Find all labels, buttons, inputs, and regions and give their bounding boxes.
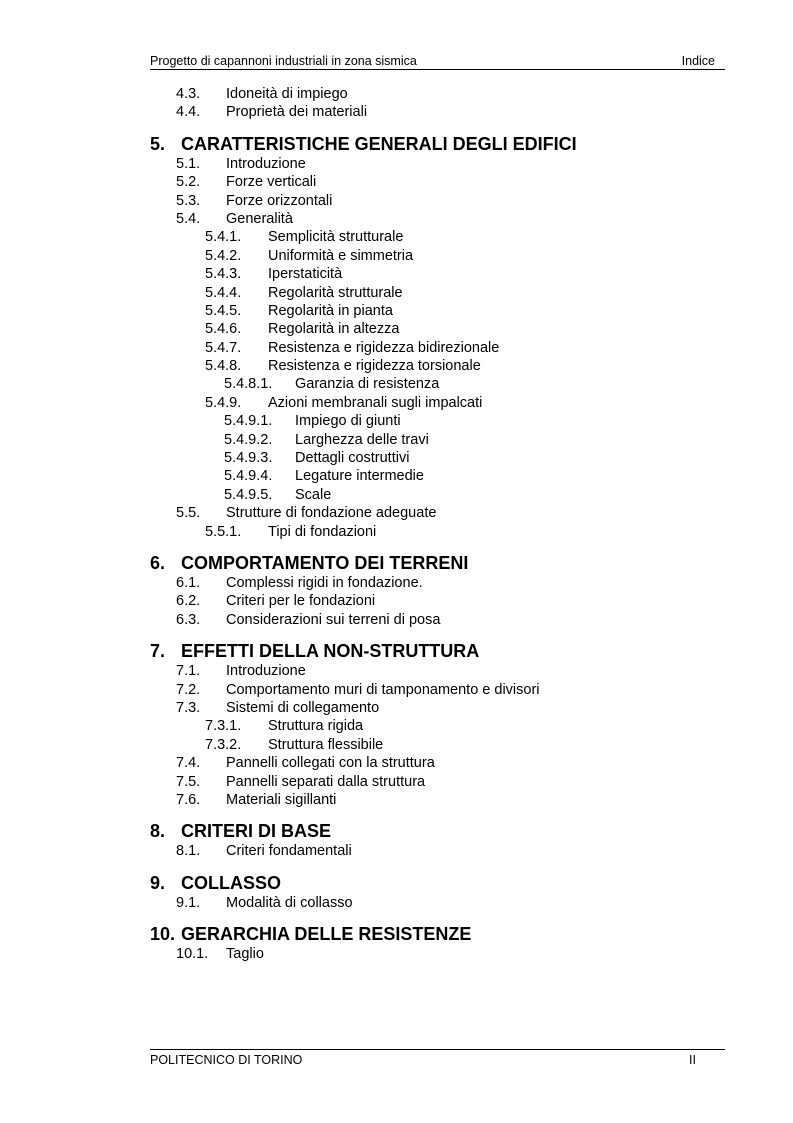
toc-number: 6.	[150, 552, 166, 573]
page-footer	[150, 1049, 725, 1068]
toc-number: 5.	[150, 133, 166, 154]
toc-title: Forze orizzontali	[226, 192, 333, 209]
toc-title: Sistemi di collegamento	[226, 699, 380, 716]
toc-entry	[150, 228, 725, 246]
toc-number: 5.2.	[176, 174, 201, 191]
toc-entry	[150, 754, 725, 772]
toc-title: Regolarità in pianta	[268, 302, 393, 319]
toc-title: Considerazioni sui terreni di posa	[226, 611, 441, 628]
toc-title: Tipi di fondazioni	[268, 523, 377, 540]
toc-entry	[150, 486, 725, 504]
toc-entry	[150, 449, 725, 467]
toc-number: 7.4.	[176, 755, 201, 772]
page-number: II	[689, 1053, 696, 1067]
toc-title: Pannelli collegati con la struttura	[226, 755, 435, 772]
toc-entry	[150, 611, 725, 629]
toc-title: Criteri fondamentali	[226, 843, 352, 860]
toc-number: 7.1.	[176, 663, 201, 680]
toc-number: 7.3.	[176, 699, 201, 716]
toc-entry	[150, 431, 725, 449]
toc-title: Introduzione	[226, 663, 306, 680]
toc-title: Taglio	[226, 946, 264, 963]
toc-number: 7.2.	[176, 681, 201, 698]
toc-entry	[150, 467, 725, 485]
toc-number: 5.4.8.1.	[224, 376, 273, 393]
toc-number: 5.4.2.	[205, 247, 242, 264]
toc-entry	[150, 681, 725, 699]
toc-title: Impiego di giunti	[295, 413, 401, 430]
toc-number: 5.5.	[176, 505, 201, 522]
toc-number: 5.4.3.	[205, 266, 242, 283]
toc-number: 5.4.1.	[205, 229, 242, 246]
toc-number: 6.3.	[176, 611, 201, 628]
toc-number: 5.4.7.	[205, 339, 242, 356]
toc-entry	[150, 791, 725, 809]
toc-entry	[150, 284, 725, 302]
toc-title: GERARCHIA DELLE RESISTENZE	[181, 924, 472, 945]
page-header	[150, 53, 725, 70]
toc-number: 5.5.1.	[205, 523, 242, 540]
toc-chapter-heading	[150, 872, 725, 894]
toc-title: Strutture di fondazione adeguate	[226, 505, 437, 522]
toc-title: Criteri per le fondazioni	[226, 593, 376, 610]
toc-number: 5.1.	[176, 155, 201, 172]
toc-number: 5.4.9.	[205, 394, 242, 411]
toc-title: Regolarità in altezza	[268, 321, 400, 338]
toc-entry	[150, 574, 725, 592]
toc-title: Larghezza delle travi	[295, 431, 429, 448]
toc-title: Forze verticali	[226, 174, 317, 191]
toc-title: Uniformità e simmetria	[268, 247, 414, 264]
toc-number: 9.1.	[176, 894, 201, 911]
toc-entry	[150, 394, 725, 412]
toc-entry	[150, 592, 725, 610]
toc-entry	[150, 103, 725, 121]
toc-title: Complessi rigidi in fondazione.	[226, 574, 423, 591]
toc-entry	[150, 662, 725, 680]
toc-number: 7.	[150, 641, 166, 662]
toc-entry	[150, 699, 725, 717]
toc-number: 5.4.6.	[205, 321, 242, 338]
toc-title: Pannelli separati dalla struttura	[226, 773, 426, 790]
toc-number: 7.6.	[176, 791, 201, 808]
toc-title: EFFETTI DELLA NON-STRUTTURA	[181, 641, 480, 662]
toc-number: 4.4.	[176, 104, 201, 121]
toc-entry	[150, 320, 725, 338]
toc-number: 8.1.	[176, 843, 201, 860]
toc-entry	[150, 375, 725, 393]
toc-number: 5.4.4.	[205, 284, 242, 301]
toc-title: Struttura flessibile	[268, 736, 384, 753]
toc-number: 5.4.9.2.	[224, 431, 273, 448]
toc-title: COLLASSO	[181, 872, 282, 893]
toc-title: Modalità di collasso	[226, 894, 353, 911]
section-label: Indice	[681, 54, 715, 68]
toc-title: Struttura rigida	[268, 718, 364, 735]
toc-title: Materiali sigillanti	[226, 791, 337, 808]
toc-title: Introduzione	[226, 155, 306, 172]
toc-entry	[150, 945, 725, 963]
toc-chapter-heading	[150, 923, 725, 945]
toc-title: Resistenza e rigidezza bidirezionale	[268, 339, 500, 356]
toc-entry	[150, 247, 725, 265]
toc-number: 5.4.5.	[205, 302, 242, 319]
toc-entry	[150, 155, 725, 173]
toc-entry	[150, 265, 725, 283]
toc-number: 5.4.9.4.	[224, 468, 273, 485]
toc-number: 8.	[150, 821, 166, 842]
toc-number: 5.4.9.3.	[224, 450, 273, 467]
toc-entry	[150, 357, 725, 375]
toc-entry	[150, 894, 725, 912]
toc-title: CARATTERISTICHE GENERALI DEGLI EDIFICI	[181, 133, 577, 154]
toc-title: Semplicità strutturale	[268, 229, 404, 246]
toc-title: Iperstaticità	[268, 266, 343, 283]
toc-chapter-heading	[150, 640, 725, 662]
toc-chapter-heading	[150, 133, 725, 155]
toc-title: Resistenza e rigidezza torsionale	[268, 358, 481, 375]
toc-number: 5.3.	[176, 192, 201, 209]
toc-number: 7.5.	[176, 773, 201, 790]
document-title: Progetto di capannoni industriali in zona sismica	[150, 54, 417, 68]
toc-title: Generalità	[226, 210, 293, 227]
toc-entry	[150, 85, 725, 103]
toc-title: CRITERI DI BASE	[181, 821, 332, 842]
toc-entry	[150, 192, 725, 210]
toc-entry	[150, 210, 725, 228]
toc-number: 5.4.9.5.	[224, 486, 273, 503]
toc-title: Legature intermedie	[295, 468, 424, 485]
toc-number: 5.4.8.	[205, 358, 242, 375]
toc-title: Idoneità di impiego	[226, 86, 348, 102]
toc-title: Dettagli costruttivi	[295, 450, 410, 467]
toc-number: 5.4.	[176, 210, 201, 227]
toc-entry	[150, 302, 725, 320]
toc-title: Garanzia di resistenza	[295, 376, 440, 393]
toc-entry	[150, 339, 725, 357]
toc-number: 5.4.9.1.	[224, 413, 273, 430]
toc-number: 10.	[150, 924, 176, 945]
toc-number: 6.1.	[176, 574, 201, 591]
toc-entry	[150, 173, 725, 191]
toc-title: Scale	[295, 486, 332, 503]
institution-name: POLITECNICO DI TORINO	[150, 1053, 303, 1067]
toc-title: Comportamento muri di tamponamento e divisori	[226, 681, 540, 698]
toc-number: 7.3.2.	[205, 736, 242, 753]
toc-entry	[150, 773, 725, 791]
toc-number: 9.	[150, 872, 166, 893]
toc-entry	[150, 412, 725, 430]
toc-entry	[150, 736, 725, 754]
toc-number: 10.1.	[176, 946, 209, 963]
toc-entry	[150, 504, 725, 522]
toc-chapter-heading	[150, 820, 725, 842]
toc-entry	[150, 842, 725, 860]
toc-entry	[150, 717, 725, 735]
toc-number: 6.2.	[176, 593, 201, 610]
table-of-contents	[150, 85, 725, 963]
toc-title: Proprietà dei materiali	[226, 104, 368, 121]
toc-title: Azioni membranali sugli impalcati	[268, 394, 483, 411]
toc-title: COMPORTAMENTO DEI TERRENI	[181, 552, 469, 573]
toc-number: 4.3.	[176, 86, 201, 102]
toc-title: Regolarità strutturale	[268, 284, 403, 301]
toc-chapter-heading	[150, 552, 725, 574]
toc-entry	[150, 523, 725, 541]
toc-number: 7.3.1.	[205, 718, 242, 735]
